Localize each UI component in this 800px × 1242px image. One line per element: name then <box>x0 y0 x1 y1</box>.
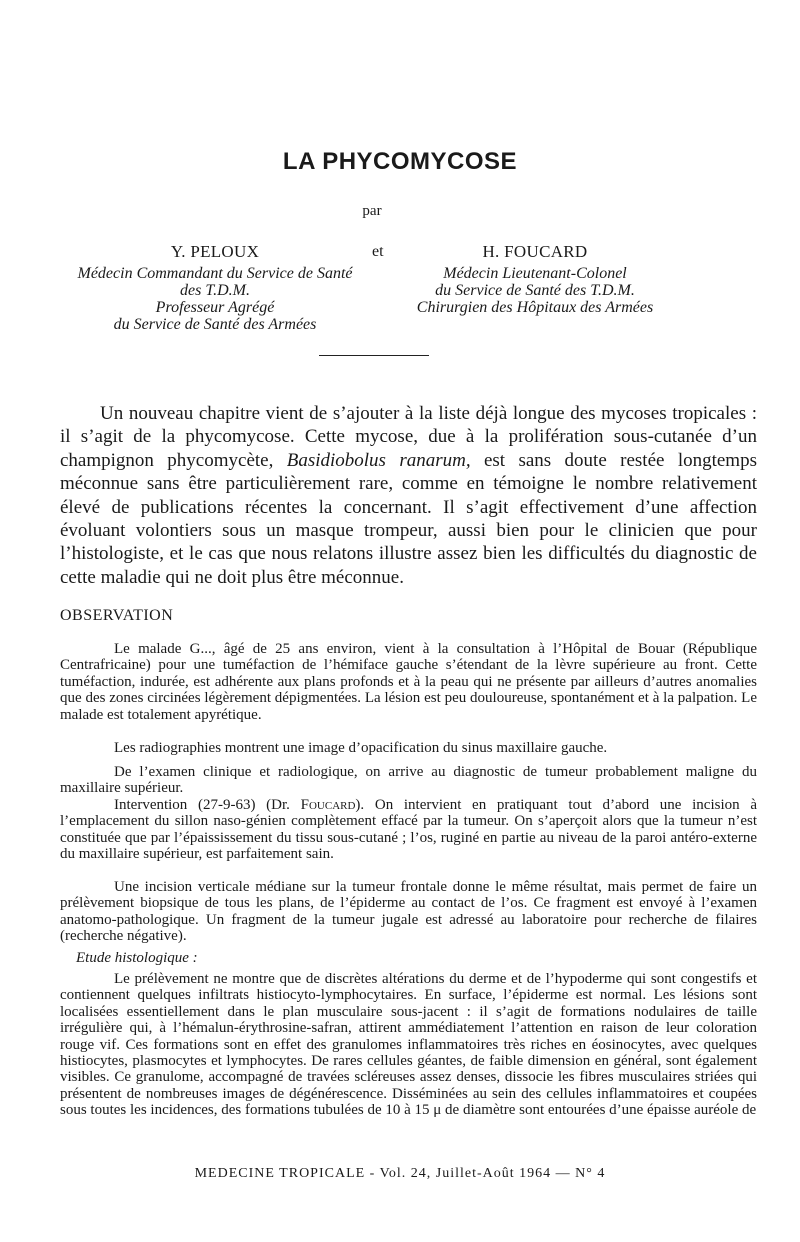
abstract-text: Un nouveau chapitre vient de s’ajouter à la liste déjà longue des mycoses tropicales : il s’agit de la phycomycose. Cette mycose, due à la prolifération sous-cutanée d’un champignon phycomycète, <box>60 403 757 471</box>
journal-footer: MEDECINE TROPICALE - Vol. 24, Juillet-Août 1964 — N° 4 <box>194 1166 606 1181</box>
author-block-2 <box>395 243 675 316</box>
body-paragraph: Le prélèvement ne montre que de discrètes altérations du derme et de l’hypoderme qui sont congestifs et contiennent quelques infiltrats histiocyto-lymphocytaires. En surface, l’épiderme est normal. Les lésions sont localisées essentiellement dans le plan musculaire sous-jacent : il s’agit de formations nodulaires de taille irrégulière qui, à l’hémalun-érythrosine-safran, attirent ammédiatement l’attention en raison de leur coloration rouge vif. Ces formations sont en effet des granulomes inflammatoires très riches en éosinocytes, avec quelques histiocytes, plasmocytes et lymphocytes. De rares cellules géantes, de faible dimension en général, sont également visibles. Ce granulome, accompagné de travées scléreuses assez denses, dissocie les fibres musculaires striées qui présentent de nombreuses images de dégénérescence. Disséminées au sein des cellules inflammatoires et coupées sous toutes les incidences, des formations tubulées de 10 à 15 μ de diamètre sont entourées d’une épaisse auréole de <box>60 971 757 1119</box>
body-paragraph <box>60 797 757 863</box>
author-conjunction: et <box>372 243 384 260</box>
byline-par: par <box>362 203 382 219</box>
surgeon-name: Foucard <box>300 797 356 813</box>
separator-rule <box>319 355 429 356</box>
section-heading: OBSERVATION <box>60 607 174 624</box>
body-paragraph: Une incision verticale médiane sur la tumeur frontale donne le même résultat, mais permet de faire un prélèvement biopsique de tous les plans, de l’épiderme au contact de l’os. Ce fragment est envoyé à l’examen anatomo-pathologique. Un fragment de la tumeur jugale est adressé au laboratoire pour recherche de filaires (recherche négative). <box>60 879 757 945</box>
author-role: Professeur Agrégé <box>155 299 275 316</box>
author-block-1 <box>65 243 365 333</box>
author-name: Y. PELOUX <box>170 242 260 261</box>
author-role: du Service de Santé des Armées <box>113 316 317 333</box>
abstract-text: est sans doute restée longtemps méconnue sans être particulièrement rare, comme en témoigne le nombre relativement élevé de publications récentes la concernant. Il s’agit effectivement d’une affection évoluant volontiers sous un masque trompeur, aussi bien pour le clinicien que pour l’histologiste, et le cas que nous relatons illustre assez bien les difficultés du diagnostic de cette maladie qui ne doit plus être méconnue. <box>60 449 757 588</box>
author-name: H. FOUCARD <box>482 242 588 261</box>
author-role: Médecin Commandant du Service de Santé <box>77 265 353 282</box>
author-role: Médecin Lieutenant-Colonel <box>443 265 627 282</box>
subsection-heading: Etude histologique : <box>76 950 198 966</box>
paragraph-text: ). On intervient en pratiquant tout d’abord une incision à l’emplacement du sillon naso-génien complètement effacé par la tumeur. On s’aperçoit alors que la tumeur n’est constituée que par l’épaississement du tissu sous-cutané ; l’os, ruginé en partie au niveau de la paroi antéro-externe du maxillaire supérieur, est parfaitement sain. <box>60 797 757 863</box>
author-role: des T.D.M. <box>180 282 250 299</box>
abstract-paragraph <box>60 402 757 589</box>
species-name: Basidiobolus ranarum, <box>286 449 471 471</box>
paragraph-text: Intervention (27-9-63) (Dr. <box>114 797 301 813</box>
body-paragraph: De l’examen clinique et radiologique, on arrive au diagnostic de tumeur probablement maligne du maxillaire supérieur. <box>60 764 757 797</box>
author-role: du Service de Santé des T.D.M. <box>435 282 635 299</box>
paper-title: LA PHYCOMYCOSE <box>282 148 518 175</box>
body-paragraph: Le malade G..., âgé de 25 ans environ, vient à la consultation à l’Hôpital de Bouar (République Centrafricaine) pour une tuméfaction de l’hémiface gauche s’étendant de la lèvre supérieure au front. Cette tuméfaction, indurée, est adhérente aux plans profonds et à la peau qui ne présente par ailleurs d’autres anomalies que des zones circinées légèrement dépigmentées. La lésion est peu douloureuse, spontanément et à la palpation. Le malade est totalement apyrétique. <box>60 641 757 723</box>
body-paragraph: Les radiographies montrent une image d’opacification du sinus maxillaire gauche. <box>114 740 608 756</box>
author-role: Chirurgien des Hôpitaux des Armées <box>416 299 654 316</box>
